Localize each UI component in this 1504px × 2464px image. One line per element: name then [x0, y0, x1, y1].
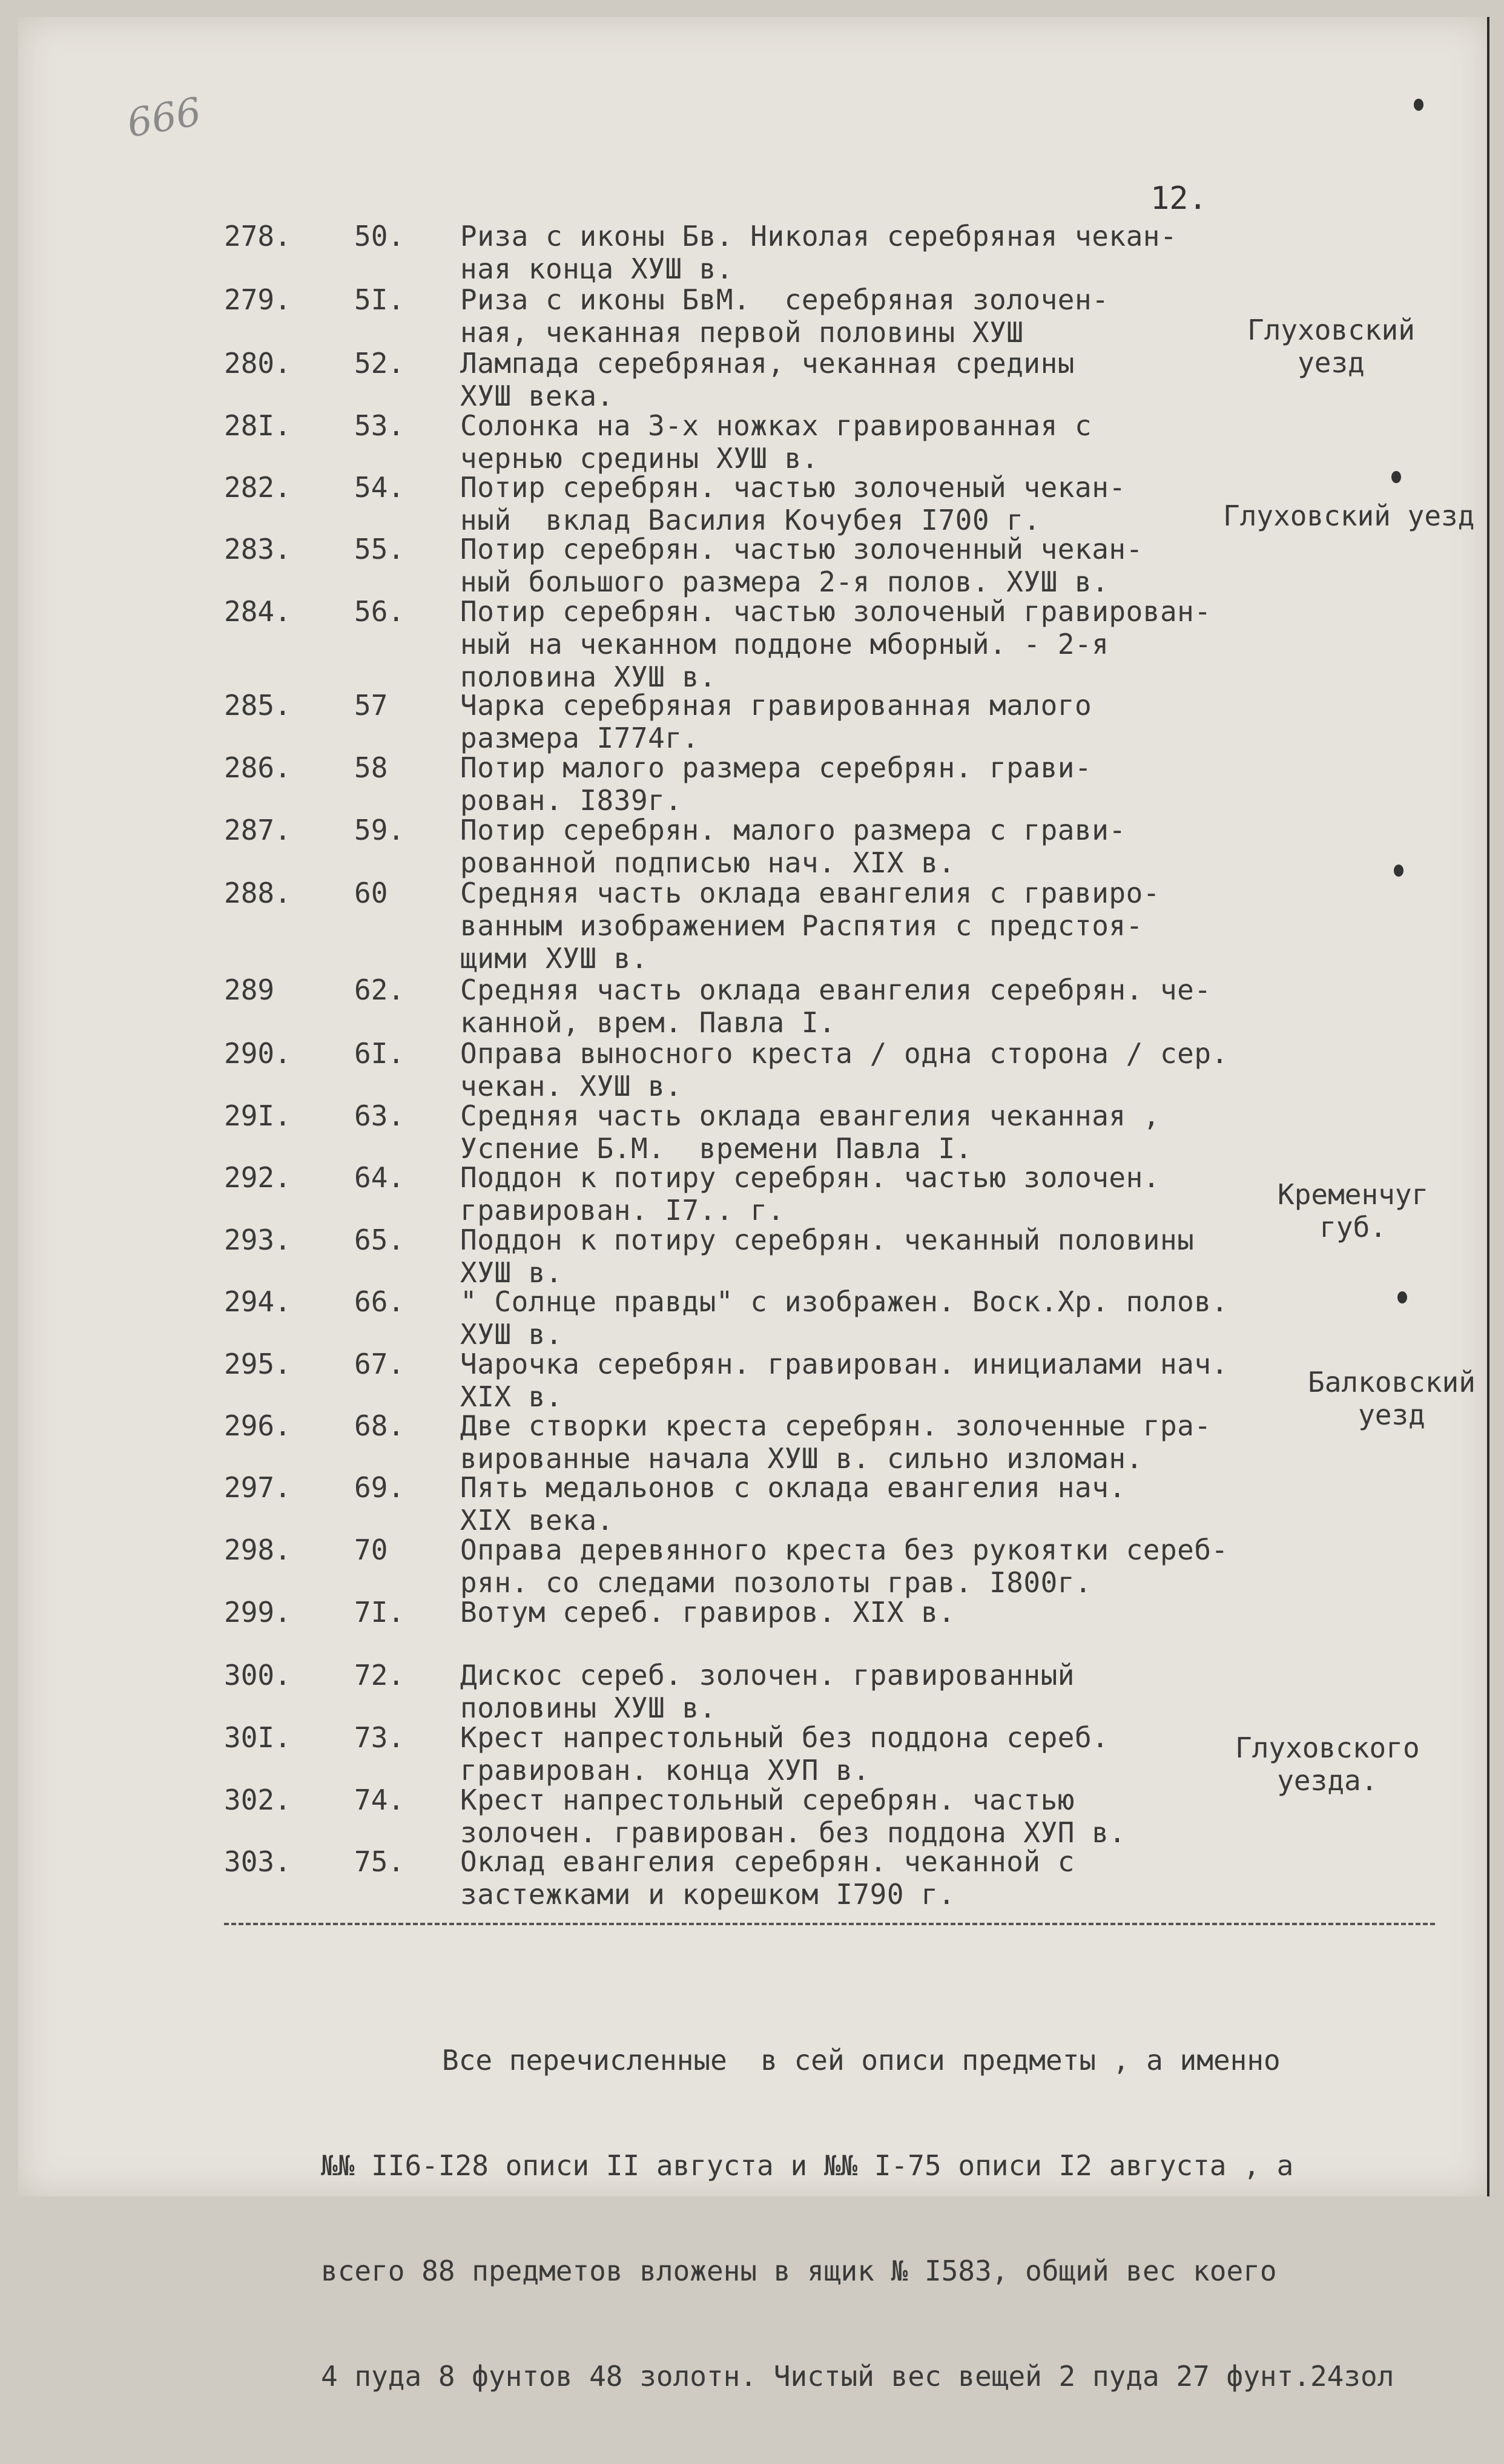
item-number: 295.	[224, 1348, 291, 1380]
item-description-line: Оправа деревянного креста без рукоятки сереб-	[460, 1533, 1229, 1566]
ink-spot	[1397, 1291, 1407, 1303]
item-description	[460, 1161, 1160, 1227]
item-description-line: Лампада серебряная, чеканная средины	[460, 347, 1075, 380]
item-subnumber: 66.	[354, 1285, 405, 1318]
item-description	[460, 1099, 1160, 1165]
item-subnumber: 70	[354, 1533, 388, 1566]
item-description-line: золочен. гравирован. без поддона ХУП в.	[460, 1816, 1126, 1849]
item-description-line: вированные начала ХУШ в. сильно изломан.	[460, 1442, 1143, 1475]
item-description-line: Чарочка серебрян. гравирован. инициалами нач.	[460, 1348, 1229, 1380]
item-description-line: ный на чеканном поддоне мборный. - 2-я	[460, 628, 1109, 660]
item-description-line: рованной подписью нач. XIX в.	[460, 846, 955, 879]
item-description-line: ванным изображением Распятия с предстоя-	[460, 909, 1143, 942]
item-description-line: " Солнце правды" с изображен. Воск.Хр. полов.	[460, 1285, 1229, 1318]
item-description-line: гравирован. I7.. г.	[460, 1194, 785, 1227]
item-description-line: рован. I839г.	[460, 784, 682, 817]
item-number: 302.	[224, 1784, 291, 1816]
item-subnumber: 55.	[354, 533, 405, 565]
item-description	[460, 1533, 1229, 1599]
item-description-line: половина ХУШ в.	[460, 660, 716, 693]
summary-line: Все перечисленные в сей описи предметы , а именно	[442, 2044, 1281, 2077]
side-note-kremenchug: Кременчуг губ.	[1278, 1178, 1429, 1244]
item-description-line: Средняя часть оклада евангелия с гравиро-	[460, 877, 1160, 909]
item-description	[460, 1348, 1229, 1413]
item-number: 285.	[224, 689, 291, 722]
item-description-line: Успение Б.М. времени Павла I.	[460, 1132, 972, 1165]
item-subnumber: 73.	[354, 1721, 405, 1754]
item-number: 284.	[224, 595, 291, 628]
item-subnumber: 59.	[354, 814, 405, 846]
item-description	[460, 1037, 1229, 1102]
item-subnumber: 64.	[354, 1161, 405, 1194]
item-subnumber: 72.	[354, 1659, 405, 1692]
item-description	[460, 751, 1092, 817]
item-description-line: Риза с иконы Бв. Николая серебряная чекан-	[460, 220, 1178, 252]
item-description-line: XIX в.	[460, 1380, 563, 1413]
item-description-line: ный большого размера 2-я полов. ХУШ в.	[460, 565, 1109, 598]
item-description-line: Крест напрестольный серебрян. частью	[460, 1784, 1075, 1816]
item-description	[460, 973, 1212, 1039]
item-number: 287.	[224, 814, 291, 846]
document-page	[18, 17, 1489, 2393]
item-description-line: ный вклад Василия Кочубея I700 г.	[460, 504, 1041, 536]
item-number: 282.	[224, 471, 291, 504]
item-description-line: рян. со следами позолоты грав. I800г.	[460, 1566, 1092, 1599]
item-description-line: размера I774г.	[460, 722, 699, 754]
item-description	[460, 533, 1143, 598]
page-edge	[1487, 17, 1489, 2196]
item-description	[460, 1471, 1126, 1537]
item-number: 299.	[224, 1596, 291, 1629]
item-description-line: Потир серебрян. частью золоченный чекан-	[460, 533, 1143, 565]
side-note-glukhov-district-1: Глуховский уезд	[1247, 314, 1415, 379]
item-subnumber: 69.	[354, 1471, 405, 1504]
item-description-line: XIX века.	[460, 1504, 614, 1537]
ink-spot	[1391, 471, 1401, 483]
item-number: 278.	[224, 220, 291, 252]
summary-line: №№ II6-I28 описи II августа и №№ I-75 описи I2 августа , а	[321, 2149, 1294, 2182]
item-subnumber: 50.	[354, 220, 405, 252]
item-description-line: канной, врем. Павла I.	[460, 1006, 836, 1039]
item-description	[460, 877, 1160, 975]
item-number: 303.	[224, 1845, 291, 1878]
item-number: 286.	[224, 751, 291, 784]
item-description-line: ная конца ХУШ в.	[460, 252, 734, 285]
side-note-balkovsky-district: Балковский уезд	[1308, 1366, 1476, 1431]
item-description-line: чекан. ХУШ в.	[460, 1070, 682, 1102]
item-description-line: Потир серебрян. частью золоченый гравирован-	[460, 595, 1212, 628]
item-description	[460, 1596, 955, 1629]
item-description-line: ХУШ в.	[460, 1318, 563, 1351]
item-description-line: половины ХУШ в.	[460, 1692, 716, 1724]
item-subnumber: 68.	[354, 1409, 405, 1442]
item-description-line: Оклад евангелия серебрян. чеканной с	[460, 1845, 1075, 1878]
item-number: 300.	[224, 1659, 291, 1692]
item-description-line: ная, чеканная первой половины ХУШ	[460, 316, 1024, 349]
item-number: 288.	[224, 877, 291, 909]
item-number: 283.	[224, 533, 291, 565]
summary-line: всего 88 предметов вложены в ящик № I583, общий вес коего	[321, 2255, 1277, 2287]
item-number: 280.	[224, 347, 291, 380]
item-number: 290.	[224, 1037, 291, 1070]
item-description	[460, 1409, 1212, 1475]
item-description-line: Средняя часть оклада евангелия серебрян. че-	[460, 973, 1212, 1006]
item-subnumber: 60	[354, 877, 388, 909]
item-subnumber: 58	[354, 751, 388, 784]
summary-line: 4 пуда 8 фунтов 48 золотн. Чистый вес вещей 2 пуда 27 фунт.24зол	[321, 2360, 1394, 2393]
item-description	[460, 1224, 1194, 1289]
item-description	[460, 814, 1126, 879]
ink-spot	[1414, 99, 1423, 111]
item-number: 298.	[224, 1533, 291, 1566]
item-description-line: Оправа выносного креста / одна сторона / сер.	[460, 1037, 1229, 1070]
item-subnumber: 75.	[354, 1845, 405, 1878]
summary-paragraph	[321, 1972, 1504, 2464]
item-description-line: Вотум сереб. гравиров. XIX в.	[460, 1596, 955, 1629]
item-description	[460, 347, 1075, 412]
handwritten-page-mark: 666	[124, 89, 205, 147]
item-description	[460, 409, 1092, 475]
item-description-line: Потир малого размера серебрян. грави-	[460, 751, 1092, 784]
item-description-line: застежками и корешком I790 г.	[460, 1878, 955, 1911]
item-number: 30I.	[224, 1721, 291, 1754]
item-description-line: Риза с иконы БвМ. серебряная золочен-	[460, 283, 1109, 316]
item-subnumber: 74.	[354, 1784, 405, 1816]
item-subnumber: 52.	[354, 347, 405, 380]
item-description-line: гравирован. конца ХУП в.	[460, 1754, 870, 1787]
item-description	[460, 1784, 1126, 1849]
side-note-glukhov-district-3: Глуховского уезда.	[1235, 1731, 1420, 1797]
item-description-line: Потир серебрян. частью золоченый чекан-	[460, 471, 1126, 504]
item-description-line: ХУШ в.	[460, 1256, 563, 1289]
item-description	[460, 689, 1092, 754]
item-description	[460, 1721, 1109, 1787]
item-number: 293.	[224, 1224, 291, 1256]
item-description	[460, 595, 1212, 693]
item-description-line: щими ХУШ в.	[460, 942, 648, 975]
item-subnumber: 6I.	[354, 1037, 405, 1070]
item-number: 297.	[224, 1471, 291, 1504]
item-number: 28I.	[224, 409, 291, 442]
page-number: 12.	[1150, 180, 1207, 217]
item-number: 294.	[224, 1285, 291, 1318]
item-description-line: Крест напрестольный без поддона сереб.	[460, 1721, 1109, 1754]
item-description	[460, 471, 1126, 536]
item-number: 292.	[224, 1161, 291, 1194]
side-note-glukhov-district-2: Глуховский уезд	[1223, 499, 1475, 532]
item-subnumber: 56.	[354, 595, 405, 628]
item-description-line: Дискос сереб. золочен. гравированный	[460, 1659, 1075, 1692]
item-description-line: Чарка серебряная гравированная малого	[460, 689, 1092, 722]
dashed-divider	[224, 1923, 1435, 1925]
item-subnumber: 5I.	[354, 283, 405, 316]
item-subnumber: 7I.	[354, 1596, 405, 1629]
item-number: 279.	[224, 283, 291, 316]
item-description-line: Две створки креста серебрян. золоченные гра-	[460, 1409, 1212, 1442]
item-description	[460, 1845, 1075, 1911]
item-description-line: ХУШ века.	[460, 380, 614, 412]
item-description	[460, 220, 1177, 285]
item-description	[460, 283, 1109, 349]
item-description-line: Солонка на 3-х ножках гравированная с	[460, 409, 1092, 442]
item-subnumber: 62.	[354, 973, 405, 1006]
item-subnumber: 57	[354, 689, 388, 722]
item-subnumber: 67.	[354, 1348, 405, 1380]
item-description-line: Пять медальонов с оклада евангелия нач.	[460, 1471, 1126, 1504]
item-subnumber: 54.	[354, 471, 405, 504]
item-description-line: Средняя часть оклада евангелия чеканная ,	[460, 1099, 1160, 1132]
item-description	[460, 1285, 1229, 1351]
item-description	[460, 1659, 1075, 1724]
item-subnumber: 65.	[354, 1224, 405, 1256]
item-number: 289	[224, 973, 275, 1006]
item-number: 296.	[224, 1409, 291, 1442]
item-description-line: Поддон к потиру серебрян. частью золочен.	[460, 1161, 1160, 1194]
ink-spot	[1394, 865, 1403, 877]
item-description-line: Поддон к потиру серебрян. чеканный половины	[460, 1224, 1195, 1256]
item-subnumber: 53.	[354, 409, 405, 442]
item-description-line: Потир серебрян. малого размера с грави-	[460, 814, 1126, 846]
item-description-line: чернью средины ХУШ в.	[460, 442, 819, 475]
item-number: 29I.	[224, 1099, 291, 1132]
item-subnumber: 63.	[354, 1099, 405, 1132]
